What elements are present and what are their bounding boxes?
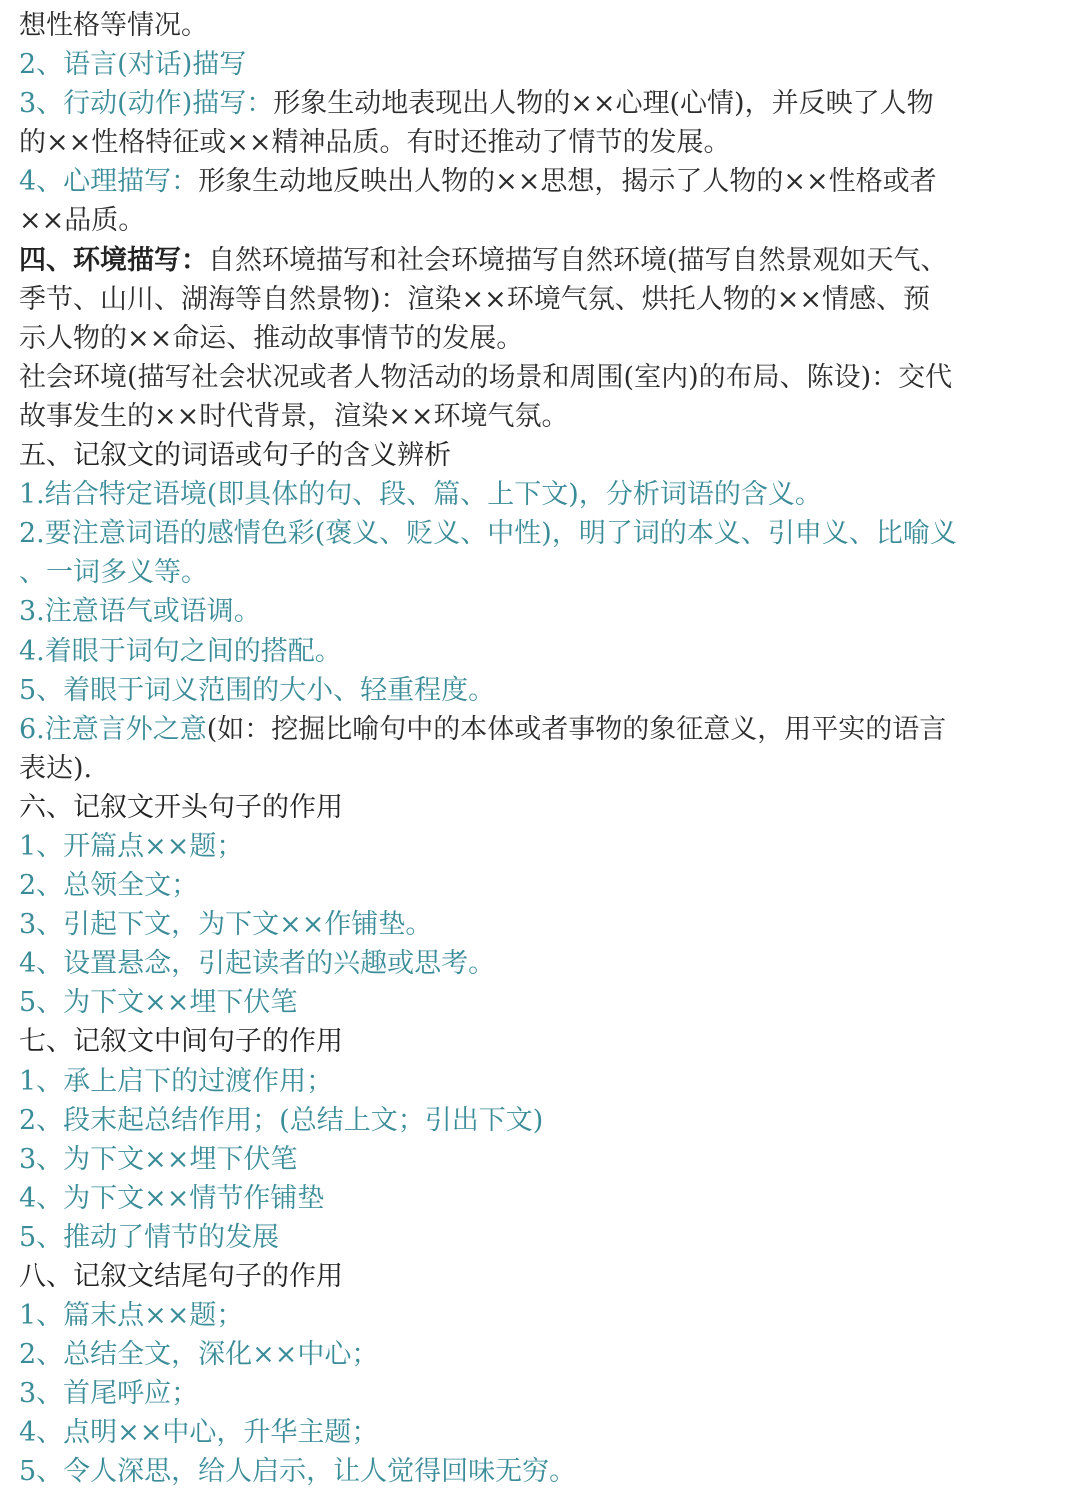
- text-segment: 3、首尾呼应；: [19, 1378, 199, 1410]
- text-line: [19, 1452, 1064, 1491]
- text-line: [19, 1062, 1064, 1101]
- text-segment: 3、引起下文，为下文××作铺垫。: [19, 909, 433, 941]
- text-line: [19, 280, 1064, 319]
- text-line: [19, 553, 1064, 592]
- text-segment: 2.要注意词语的感情色彩(褒义、贬义、中性)，明了词的本义、引申义、比喻义: [19, 518, 957, 550]
- text-segment: 4.着眼于词句之间的搭配。: [19, 635, 342, 667]
- text-line: [19, 592, 1064, 631]
- text-line: [19, 397, 1064, 436]
- text-line: [19, 123, 1064, 162]
- text-line: [19, 436, 1064, 475]
- text-line: [19, 1335, 1064, 1374]
- text-line: [19, 1218, 1064, 1257]
- text-line: [19, 671, 1064, 710]
- text-segment: 2、段末起总结作用；(总结上文；引出下文): [19, 1104, 544, 1136]
- text-line: [19, 201, 1064, 240]
- text-segment: 五、记叙文的词语或句子的含义辨析: [19, 440, 451, 472]
- text-segment: 3.注意语气或语调。: [19, 596, 261, 628]
- text-line: [19, 475, 1064, 514]
- text-segment: 4、心理描写：: [19, 166, 199, 198]
- text-line: [19, 1374, 1064, 1413]
- text-segment: 示人物的××命运、推动故事情节的发展。: [19, 322, 524, 354]
- text-segment: 表达).: [19, 752, 93, 784]
- text-segment: 4、设置悬念，引起读者的兴趣或思考。: [19, 948, 496, 980]
- text-line: [19, 944, 1064, 983]
- text-segment: 6.注意言外之意: [19, 713, 207, 745]
- text-line: [19, 827, 1064, 866]
- text-segment: 5、令人深思，给人启示，让人觉得回味无穷。: [19, 1456, 577, 1488]
- text-line: [19, 162, 1064, 201]
- text-segment: 社会环境(描写社会状况或者人物活动的场景和周围(室内)的布局、陈设)：交代: [19, 361, 953, 393]
- text-line: [19, 1022, 1064, 1061]
- text-line: [19, 788, 1064, 827]
- text-segment: 4、为下文××情节作铺垫: [19, 1182, 325, 1214]
- document-page: [19, 6, 1064, 1492]
- text-segment: (如：挖掘比喻句中的本体或者事物的象征意义，用平实的语言: [206, 713, 947, 745]
- text-line: [19, 6, 1064, 45]
- text-segment: 2、总领全文；: [19, 870, 199, 902]
- text-segment: 形象生动地表现出人物的××心理(心情)，并反映了人物: [273, 88, 934, 120]
- text-segment: 1、承上启下的过渡作用；: [19, 1065, 334, 1097]
- text-line: [19, 710, 1064, 749]
- text-segment: 故事发生的××时代背景，渲染××环境气氛。: [19, 400, 569, 432]
- text-segment: 5、推动了情节的发展: [19, 1221, 280, 1253]
- text-line: [19, 241, 1064, 280]
- text-line: [19, 514, 1064, 553]
- text-line: [19, 749, 1064, 788]
- text-segment: 想性格等情况。: [19, 10, 208, 41]
- text-segment: 3、为下文××埋下伏笔: [19, 1143, 298, 1175]
- text-segment: 5、着眼于词义范围的大小、轻重程度。: [19, 674, 496, 706]
- text-segment: 5、为下文××埋下伏笔: [19, 987, 298, 1019]
- text-segment: 1.结合特定语境(即具体的句、段、篇、上下文)，分析词语的含义。: [19, 479, 822, 511]
- text-segment: 季节、山川、湖海等自然景物)：渲染××环境气氛、烘托人物的××情感、预: [19, 283, 931, 315]
- text-segment: 自然环境描写和社会环境描写自然环境(描写自然景观如天气、: [208, 244, 948, 276]
- text-line: [19, 866, 1064, 905]
- text-line: [19, 983, 1064, 1022]
- text-segment: 八、记叙文结尾句子的作用: [19, 1261, 343, 1292]
- text-line: [19, 1296, 1064, 1335]
- text-segment: 、一词多义等。: [19, 557, 208, 589]
- text-segment: 的××性格特征或××精神品质。有时还推动了情节的发展。: [19, 127, 731, 159]
- text-line: [19, 84, 1064, 123]
- text-segment: 2、总结全文，深化××中心；: [19, 1339, 379, 1371]
- text-segment: 2、语言(对话)描写: [19, 49, 247, 81]
- text-segment: 形象生动地反映出人物的××思想，揭示了人物的××性格或者: [198, 166, 937, 198]
- text-segment: 七、记叙文中间句子的作用: [19, 1026, 343, 1058]
- text-segment: 1、篇末点××题；: [19, 1300, 244, 1332]
- text-segment: 4、点明××中心，升华主题；: [19, 1417, 379, 1449]
- text-line: [19, 1413, 1064, 1452]
- text-line: [19, 1257, 1064, 1296]
- text-line: [19, 358, 1064, 397]
- text-line: [19, 45, 1064, 84]
- text-segment: 四、环境描写：: [19, 244, 208, 276]
- text-segment: ××品质。: [19, 205, 146, 237]
- text-segment: 六、记叙文开头句子的作用: [19, 791, 343, 823]
- text-line: [19, 319, 1064, 358]
- text-line: [19, 632, 1064, 671]
- text-line: [19, 905, 1064, 944]
- text-segment: 3、行动(动作)描写：: [19, 88, 274, 120]
- text-line: [19, 1179, 1064, 1218]
- text-line: [19, 1101, 1064, 1140]
- text-segment: 1、开篇点××题；: [19, 830, 244, 862]
- text-line: [19, 1140, 1064, 1179]
